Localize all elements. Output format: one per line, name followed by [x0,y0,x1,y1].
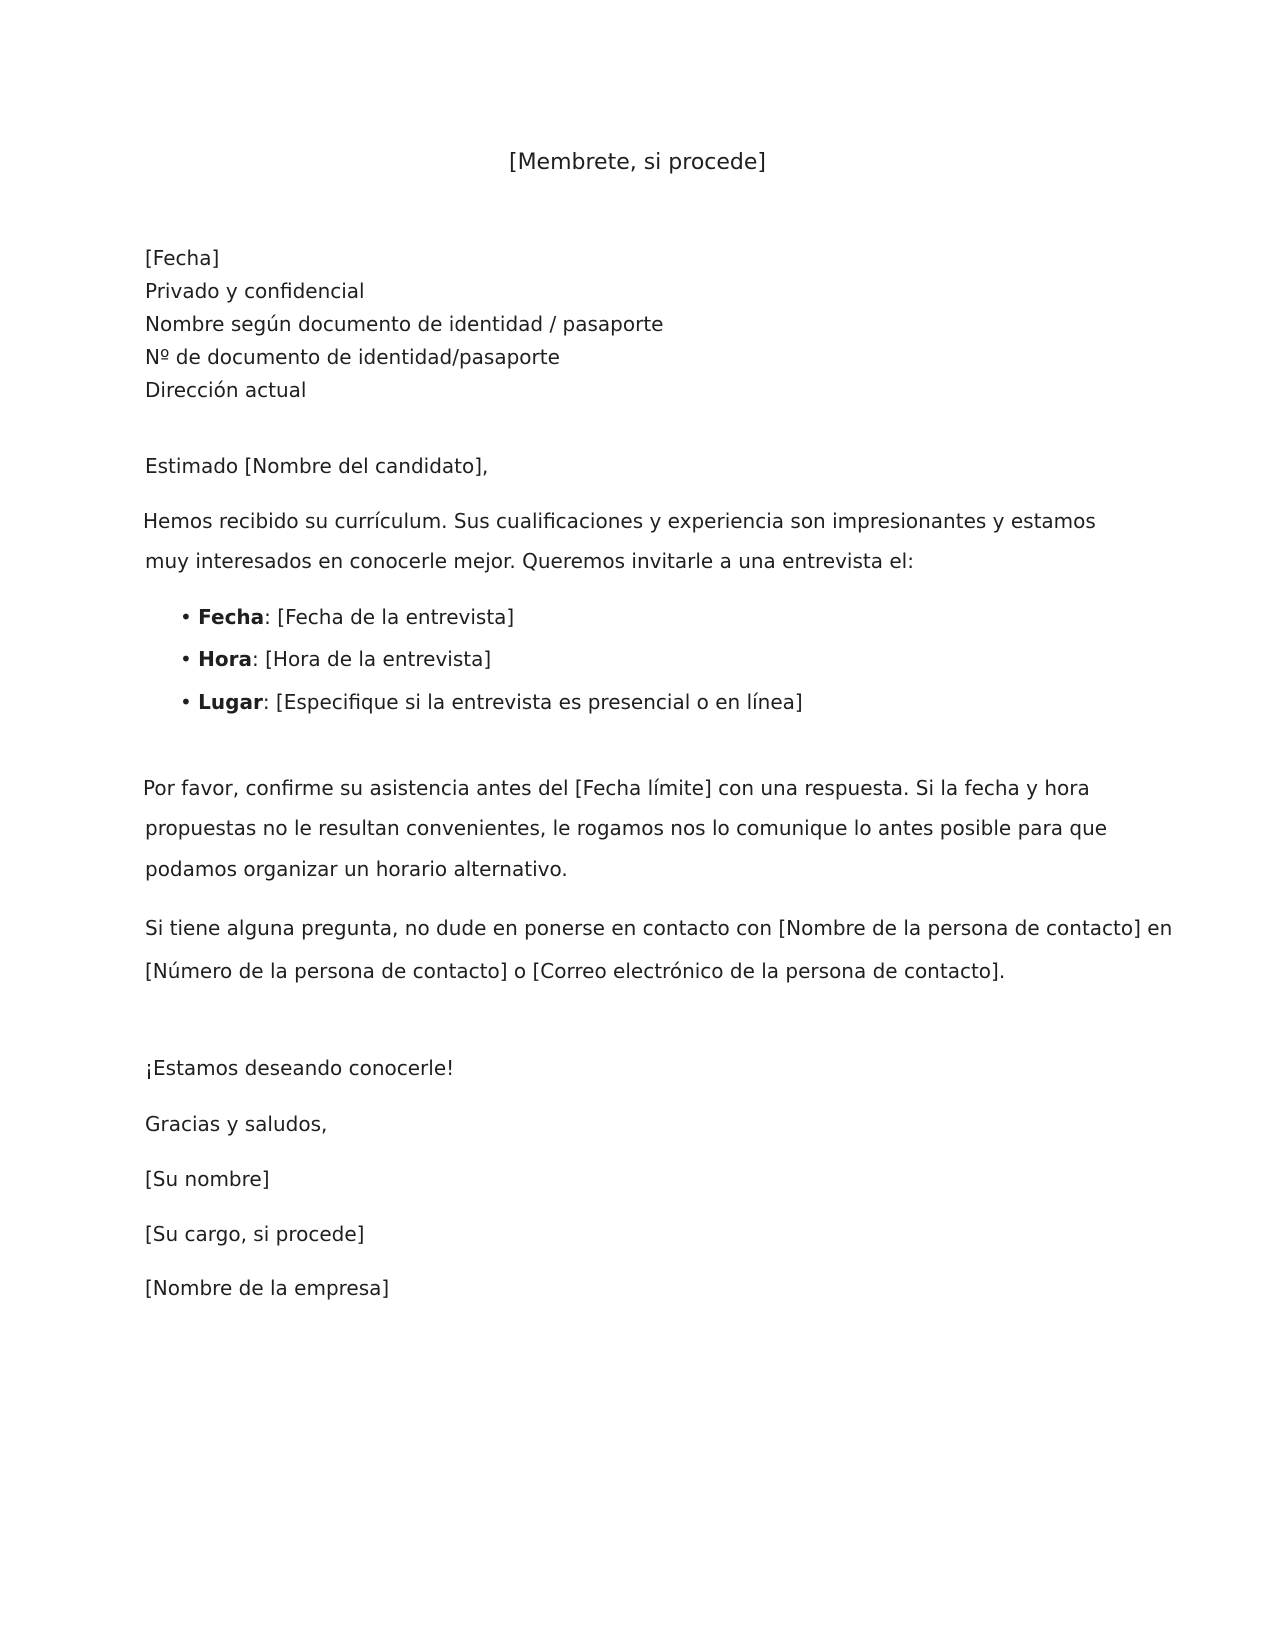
recipient-address-line: Dirección actual [145,378,307,402]
recipient-name-line: Nombre según documento de identidad / pasaporte [145,312,664,336]
detail-value: : [Especifique si la entrevista es presencial o en línea] [262,690,803,714]
detail-value: : [Hora de la entrevista] [252,647,492,671]
signature-company: [Nombre de la empresa] [145,1276,390,1300]
bullet-icon: • [180,690,192,714]
signature-name: [Su nombre] [145,1167,270,1191]
intro-line-1: Hemos recibido su currículum. Sus cualificaciones y experiencia son impresionantes y estamos [143,509,1096,533]
recipient-id-number-line: Nº de documento de identidad/pasaporte [145,345,560,369]
confirm-line-2: propuestas no le resultan convenientes, le rogamos nos lo comunique lo antes posible para que [145,816,1108,840]
contact-line-1: Si tiene alguna pregunta, no dude en ponerse en contacto con [Nombre de la persona de contacto] en [145,916,1173,940]
signature-title: [Su cargo, si procede] [145,1222,365,1246]
detail-value: : [Fecha de la entrevista] [264,605,515,629]
detail-label: Hora [198,647,252,671]
intro-line-2: muy interesados en conocerle mejor. Queremos invitarle a una entrevista el: [145,549,914,573]
recipient-confidential: Privado y confidencial [145,279,365,303]
letterhead: [Membrete, si procede] [508,150,766,175]
confirm-line-1: Por favor, confirme su asistencia antes del [Fecha límite] con una respuesta. Si la fecha y hora [143,776,1090,800]
closing-looking-forward: ¡Estamos deseando conocerle! [145,1056,455,1080]
detail-label: Fecha [198,605,265,629]
recipient-date: [Fecha] [145,246,220,270]
closing-regards: Gracias y saludos, [145,1112,328,1136]
confirm-line-3: podamos organizar un horario alternativo. [145,857,568,881]
bullet-icon: • [180,605,192,629]
detail-item-date [180,607,514,627]
bullet-icon: • [180,647,192,671]
contact-line-2: [Número de la persona de contacto] o [Correo electrónico de la persona de contacto]. [145,959,1006,983]
detail-item-place [180,692,803,712]
detail-item-time [180,649,491,669]
salutation: Estimado [Nombre del candidato], [145,454,489,478]
detail-label: Lugar [198,690,263,714]
